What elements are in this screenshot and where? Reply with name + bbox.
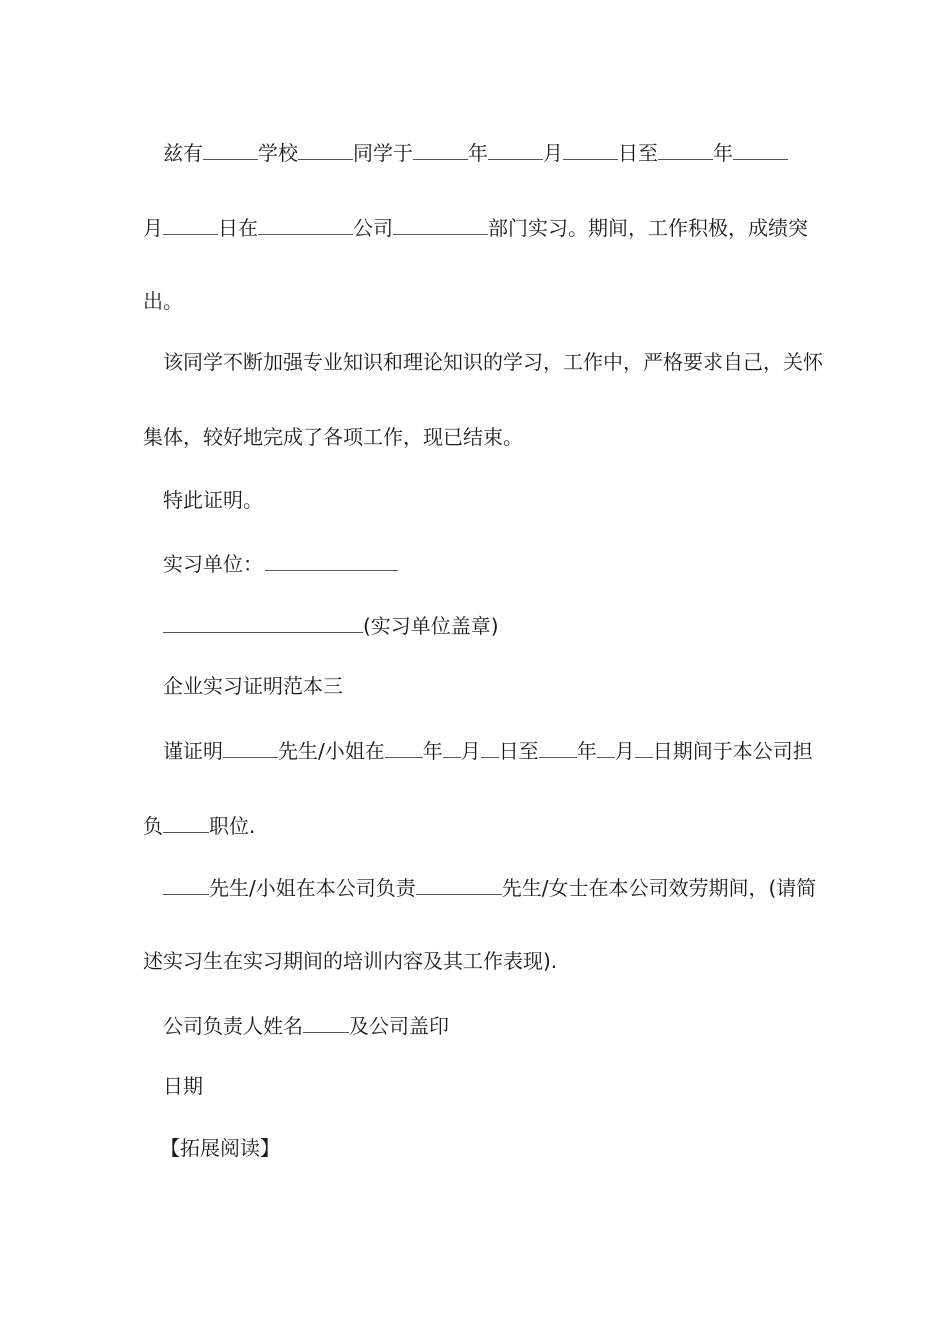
text-segment: 月 (543, 141, 563, 165)
fill-blank (488, 137, 543, 160)
date-label: 日期 (163, 1074, 203, 1098)
certificate-line-3b (143, 810, 255, 840)
certificate-line-3c (163, 872, 816, 902)
certificate-line-1 (163, 137, 788, 167)
text-segment: 先生/女士在本公司效劳期间，(请简 (501, 876, 817, 900)
internship-unit-line (163, 548, 398, 578)
fill-blank (303, 1010, 349, 1033)
text-segment: 年 (713, 141, 733, 165)
certificate-line-2 (143, 212, 808, 242)
text-segment: 年 (468, 141, 488, 165)
text-segment: 兹有 (163, 141, 203, 165)
text-segment: 年 (576, 739, 597, 763)
fill-blank (563, 137, 618, 160)
text-segment: 日至 (498, 739, 539, 763)
signature-line (163, 1010, 449, 1040)
fill-blank (413, 137, 468, 160)
text-segment: 年 (422, 739, 443, 763)
fill-blank (265, 548, 398, 571)
text-segment: 及公司盖印 (349, 1014, 449, 1038)
text-segment: 日期间于本公司担 (652, 739, 813, 763)
text-segment: 同学于 (353, 141, 413, 165)
fill-blank (393, 212, 488, 235)
internship-unit-label: 实习单位： (163, 552, 263, 576)
fill-blank (163, 212, 218, 235)
text-segment: 月 (614, 739, 635, 763)
fill-blank (163, 610, 363, 633)
fill-blank (733, 137, 788, 160)
fill-blank (385, 735, 423, 758)
fill-blank (163, 810, 209, 833)
fill-blank (597, 735, 615, 758)
paragraph-line: 述实习生在实习期间的培训内容及其工作表现). (143, 949, 558, 973)
text-segment: 学校 (258, 141, 298, 165)
text-segment: 职位. (209, 814, 256, 838)
certificate-line-3a (163, 735, 813, 765)
certify-statement: 特此证明。 (163, 488, 263, 512)
text-segment: 公司 (353, 216, 393, 240)
text-segment: 先生/小姐在 (278, 739, 385, 763)
text-segment: 日至 (618, 141, 658, 165)
fill-blank (658, 137, 713, 160)
fill-blank (443, 735, 461, 758)
text-segment: 月 (460, 739, 481, 763)
fill-blank (298, 137, 353, 160)
fill-blank (223, 735, 278, 758)
text-segment: 部门实习。期间，工作积极，成绩突 (488, 216, 808, 240)
text-segment: 谨证明 (163, 739, 223, 763)
fill-blank (635, 735, 653, 758)
seal-line (163, 610, 499, 640)
extended-reading-heading: 【拓展阅读】 (160, 1136, 280, 1160)
fill-blank (416, 872, 502, 895)
text-segment: 月 (143, 216, 163, 240)
fill-blank (258, 212, 353, 235)
fill-blank (163, 872, 209, 895)
text-segment: 负 (143, 814, 163, 838)
fill-blank (203, 137, 258, 160)
seal-label: (实习单位盖章) (363, 614, 499, 638)
paragraph-line: 该同学不断加强专业知识和理论知识的学习，工作中，严格要求自己，关怀 (163, 350, 823, 374)
fill-blank (481, 735, 499, 758)
text-segment: 公司负责人姓名 (163, 1014, 303, 1038)
paragraph-line: 集体，较好地完成了各项工作，现已结束。 (143, 425, 523, 449)
text-segment: 日在 (218, 216, 258, 240)
text-segment: 先生/小姐在本公司负责 (209, 876, 416, 900)
section-heading: 企业实习证明范本三 (163, 674, 343, 698)
fill-blank (539, 735, 577, 758)
certificate-line-3: 出。 (143, 289, 183, 313)
